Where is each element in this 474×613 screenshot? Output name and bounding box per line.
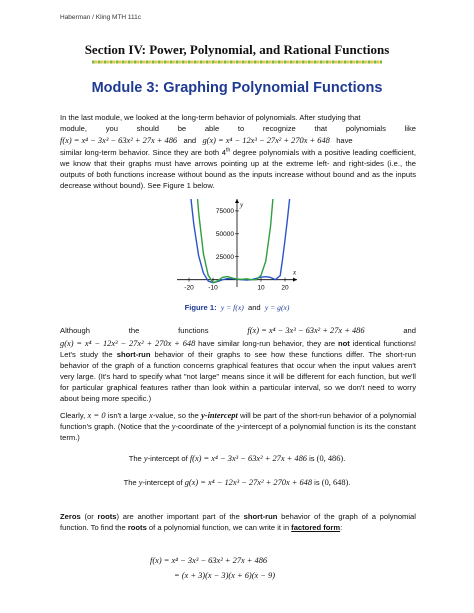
figure-caption (0, 303, 474, 312)
caption-label: Figure 1: (184, 303, 217, 312)
intro-rest-a: similar long-term behavior. Since they are both 4 (60, 148, 226, 157)
para3-text: isn't a large (105, 411, 150, 420)
word: to (237, 124, 245, 133)
para4-text: behavior of the graph of a polynomial function. To find the (60, 512, 416, 532)
intro-rest-b: degree polynomials with a positive leading coefficient, we know that their graphs must have arrows pointing up at the extreme left- and right-sides (i.e., the outputs of both functions increase without bound as the inputs increase without bound and as the inputs decrease without bound). See Figure 1 below. (60, 148, 416, 190)
factored-eq-line-2: = (x + 3)(x − 3)(x + 6)(x − 9) (174, 571, 276, 580)
para4-body (60, 511, 416, 533)
intercept-point: (0, 648) (321, 478, 349, 487)
y-axis-arrow (235, 199, 239, 203)
intro-line-2 (60, 123, 416, 134)
para4-text: ) are another important part of the (116, 512, 244, 521)
x-axis-arrow (293, 278, 297, 282)
text: -intercept of (147, 454, 190, 463)
y-intercept-f (0, 454, 474, 463)
intro-rest (60, 147, 416, 191)
para4-text: of a polynomial function, we can write it in (146, 523, 292, 532)
caption-f: y = f(x) (220, 303, 244, 312)
series-f-curve (184, 197, 292, 283)
y-var: y (143, 454, 148, 463)
factored-equation (150, 553, 275, 583)
short-run-term: short-run (116, 350, 151, 359)
x-equals-zero: x = 0 (87, 411, 106, 420)
para3-text: -value, so the (152, 411, 202, 420)
y-var: y (237, 422, 241, 431)
y-intercept-g (0, 478, 474, 487)
text: is (306, 454, 317, 463)
word: module, (60, 124, 88, 133)
f-definition: f(x) = x⁴ − 3x³ − 63x² + 27x + 486 (60, 136, 178, 145)
y-tick-label: 50000 (215, 231, 234, 239)
f-definition: f(x) = x⁴ − 3x³ − 63x² + 27x + 486 (189, 454, 307, 463)
word: that (314, 124, 328, 133)
y-intercept-term: y-intercept (201, 411, 238, 420)
and-word: and (183, 136, 197, 145)
word: be (177, 124, 187, 133)
word: like (404, 124, 416, 133)
intro-line-1: In the last module, we looked at the long-term behavior of polynomials. After studying that (60, 113, 361, 122)
para2-text: have similar long-run behavior, they are (195, 339, 339, 348)
word: and (403, 326, 416, 335)
f-definition: f(x) = x⁴ − 3x³ − 63x² + 27x + 486 (247, 326, 365, 335)
g-definition: g(x) = x⁴ − 12x³ − 27x² + 270x + 648 (60, 339, 196, 348)
x-axis-label: x (293, 268, 297, 277)
x-tick-label: -20 (184, 284, 194, 292)
text: The (128, 454, 144, 463)
decorative-divider (92, 60, 382, 64)
para2-text: identical functions! Let's study the (60, 339, 416, 359)
have-word: have (336, 136, 353, 145)
intercept-point: (0, 486) (316, 454, 344, 463)
para2-line-1 (60, 325, 416, 336)
caption-g: y = g(x) (264, 303, 290, 312)
para3-text: -intercept of a polynomial function is its the constant term.) (60, 422, 417, 442)
text: . (348, 478, 351, 487)
text: . (343, 454, 346, 463)
para3-text: Clearly, (60, 411, 88, 420)
series-g-curve (184, 197, 292, 283)
course-header: Haberman / Kling MTH 111c (60, 14, 142, 21)
word: recognize (262, 124, 296, 133)
g-definition: g(x) = x⁴ − 12x³ − 27x² + 270x + 648 (184, 478, 313, 487)
para2-body (60, 338, 416, 404)
not-emphasis: not (338, 339, 350, 348)
word: the (128, 326, 140, 335)
para4-text: : (340, 523, 343, 532)
g-definition: g(x) = x⁴ − 12x³ − 27x² + 270x + 648 (202, 136, 330, 145)
y-var: y (171, 422, 176, 431)
y-tick-label: 25000 (215, 253, 234, 261)
word: you (105, 124, 118, 133)
factored-eq-line-1: f(x) = x⁴ − 3x³ − 63x² + 27x + 486 (150, 556, 268, 565)
text: -intercept of (142, 478, 185, 487)
word: able (204, 124, 220, 133)
word: functions (178, 326, 209, 335)
para3-text: -coordinate of the (175, 422, 238, 431)
y-var: y (138, 478, 143, 487)
para3-body (60, 410, 416, 443)
caption-and: and (247, 303, 261, 312)
word: polynomials (345, 124, 386, 133)
roots-term: roots (97, 512, 117, 521)
factored-form-term: factored form (291, 523, 341, 532)
intro-line-3 (60, 135, 416, 146)
figure-1-graph (175, 197, 299, 301)
para2-text: behavior of their graphs to see how these functions differ. The short-run behavior of the graph of a function concerns graphical features that occur when the input values aren't very large. (It's hard to specify what "not large" means since it will be different for each function, but we'll for particular graphical features rather than look within a particular interval, so we don't need to worry about being more specific.) (60, 350, 416, 403)
module-title: Module 3: Graphing Polynomial Functions (91, 80, 383, 96)
word: Although (60, 326, 90, 335)
zeros-term: Zeros (60, 512, 81, 521)
x-tick-label: -10 (208, 284, 218, 292)
y-tick-label: 75000 (215, 208, 234, 216)
short-run-term: short-run (243, 512, 278, 521)
text: The (123, 478, 139, 487)
y-axis-label: y (240, 201, 244, 209)
text: is (312, 478, 322, 487)
word: should (136, 124, 160, 133)
para4-text: (or (80, 512, 98, 521)
x-tick-label: 20 (281, 284, 289, 292)
ordinal-suffix: th (225, 147, 231, 154)
para3-text: will be part of the short-run behavior of a polynomial function's graph. (Notice that the (60, 411, 417, 431)
x-var: x (149, 411, 153, 420)
roots-term: roots (127, 523, 147, 532)
section-title: Section IV: Power, Polynomial, and Rational Functions (84, 42, 390, 57)
x-tick-label: 10 (257, 284, 265, 292)
